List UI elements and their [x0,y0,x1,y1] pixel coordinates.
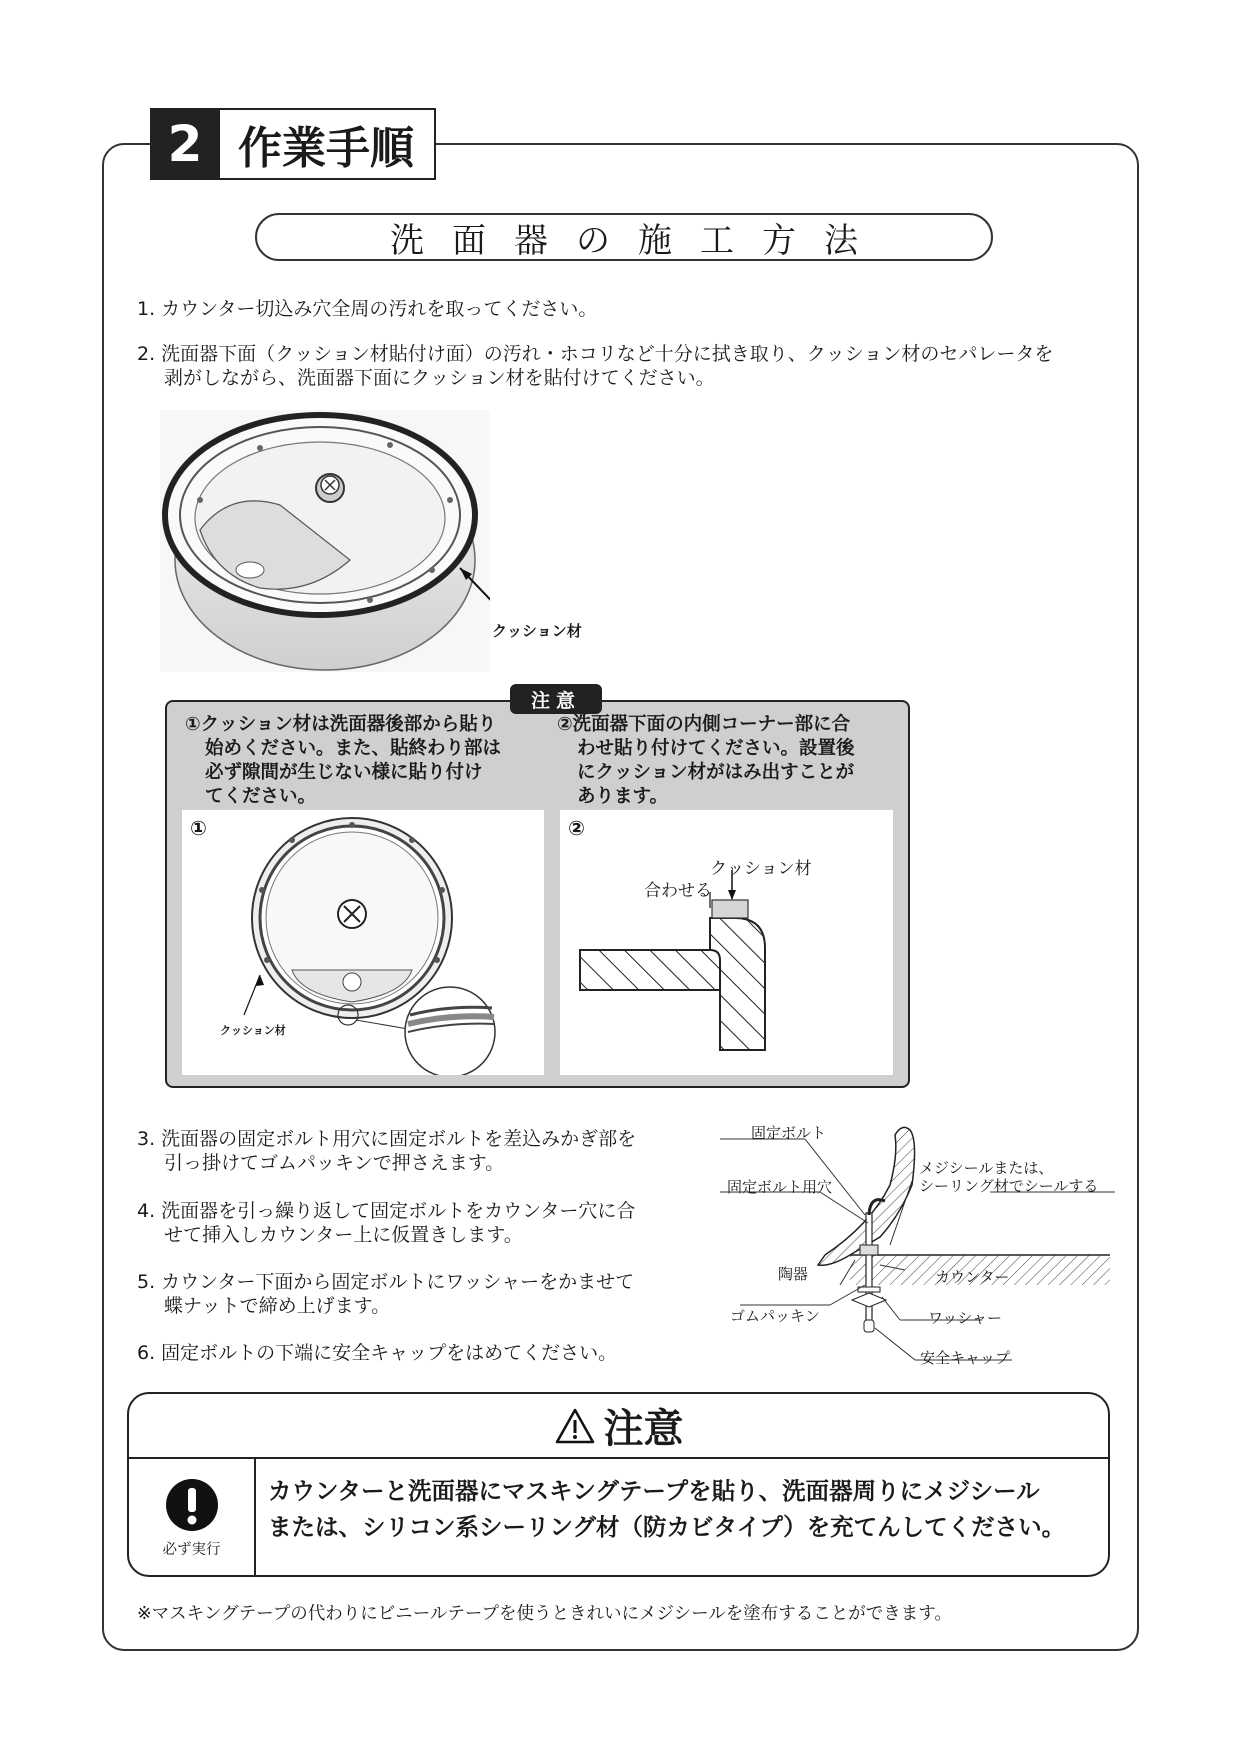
caution-figure-1-label: クッション材 [220,1024,286,1037]
caution-figure-1-number: ① [190,816,207,840]
label-counter: カウンター [935,1268,1010,1286]
caution-note-2-line2: わせ貼り付けてください。設置後 [577,738,855,759]
caution-figure-2 [560,810,893,1075]
footnote: ※マスキングテープの代わりにビニールテープを使うときれいにメジシールを塗布することができます。 [137,1604,952,1624]
step-6 [137,1341,617,1365]
label-cap: 安全キャップ [920,1349,1011,1367]
warning-header [129,1394,1108,1459]
warning-text [256,1459,1108,1577]
step-1 [137,297,597,321]
caution-tab: 注意 [510,684,602,714]
page-subtitle: 洗面器の施工方法 [255,213,993,261]
caution-figure-1 [182,810,544,1075]
caution-note-1-line3: 必ず隙間が生じない様に貼り付け [205,762,483,783]
warning-title: 注意 [603,1406,684,1452]
caution-note-2 [557,713,855,809]
caution-note-2-line4: あります。 [577,786,669,807]
label-packing: ゴムパッキン [730,1307,820,1325]
step-5 [137,1270,634,1318]
caution-note-1 [185,713,501,809]
step-4-line2: せて挿入しカウンター上に仮置きします。 [164,1224,523,1246]
label-ceramic: 陶器 [778,1265,809,1283]
warning-line1: カウンターと洗面器にマスキングテープを貼り、洗面器周りにメジシール [268,1477,1040,1505]
label-seal-2: シーリング材でシールする [919,1177,1099,1195]
step-6-text: 6. 固定ボルトの下端に安全キャップをはめてください。 [137,1342,618,1364]
caution-figure-2-cushion-label: クッション材 [710,859,812,879]
caution-note-2-line1: ②洗面器下面の内側コーナー部に合 [557,714,851,735]
section-header [150,108,436,180]
step-5-line1: 5. カウンター下面から固定ボルトにワッシャーをかませて [137,1271,635,1293]
step-1-text: 1. カウンター切込み穴全周の汚れを取ってください。 [137,298,598,320]
label-bolt: 固定ボルト [751,1124,827,1142]
cushion-corner-figure [560,810,893,1075]
mandatory-icon-column [129,1459,256,1577]
warning-triangle-icon [554,1407,596,1445]
section-title: 作業手順 [220,108,436,180]
caution-figure-2-align-label: 合わせる [644,881,712,901]
mandatory-action-icon [165,1478,219,1532]
step-4-line1: 4. 洗面器を引っ繰り返して固定ボルトをカウンター穴に合 [137,1200,636,1222]
cushion-label: クッション材 [492,622,582,640]
step-5-line2: 蝶ナットで締め上げます。 [164,1295,391,1317]
caution-note-1-line4: てください。 [205,786,317,807]
warning-box [127,1392,1110,1577]
step-3 [137,1127,636,1175]
basin-underside-figure [160,410,490,672]
mandatory-label: 必ず実行 [162,1541,221,1558]
step-4 [137,1199,635,1247]
bolt-assembly-figure [720,1115,1120,1370]
step-3-line1: 3. 洗面器の固定ボルト用穴に固定ボルトを差込みかぎ部を [137,1128,637,1150]
label-bolt-hole: 固定ボルト用穴 [727,1178,833,1196]
warning-line2: または、シリコン系シーリング材（防カビタイプ）を充てんしてください。 [268,1513,1066,1541]
section-number: 2 [150,108,220,180]
caution-note-2-line3: にクッション材がはみ出すことが [577,762,855,783]
step-2 [137,342,1053,390]
caution-figure-2-number: ② [568,816,585,840]
caution-note-1-line2: 始めください。また、貼終わり部は [205,738,502,759]
label-washer: ワッシャー [928,1309,1002,1327]
caution-note-1-line1: ①クッション材は洗面器後部から貼り [185,714,497,735]
step-3-line2: 引っ掛けてゴムパッキンで押さえます。 [164,1152,505,1174]
label-seal-1: メジシールまたは、 [919,1159,1054,1177]
step-2-line2: 剥がしながら、洗面器下面にクッション材を貼付けてください。 [164,367,715,389]
step-2-line1: 2. 洗面器下面（クッション材貼付け面）の汚れ・ホコリなど十分に拭き取り、クッション材のセパレータを [137,343,1054,365]
